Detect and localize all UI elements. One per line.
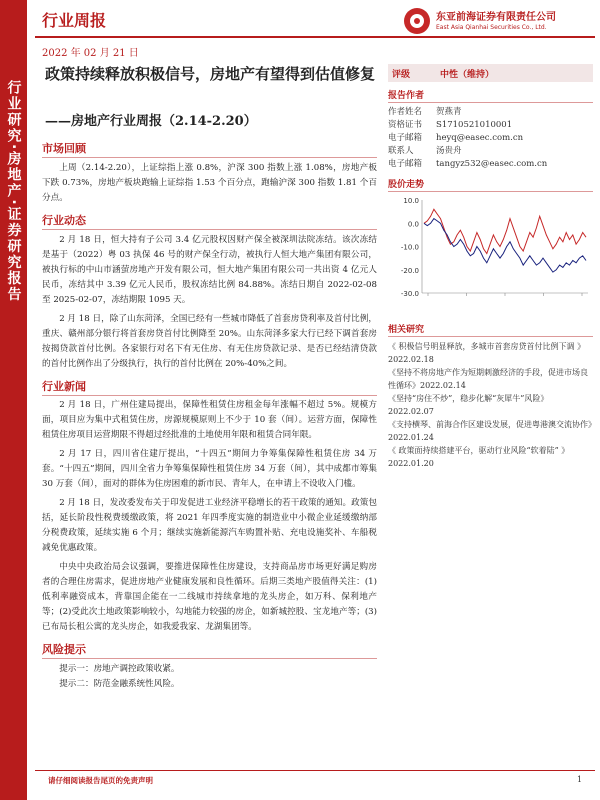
related-report-link[interactable]: 《 政策面持续搭建平台，驱动行业风险“软着陆” 》2022.01.20	[388, 446, 570, 468]
page-number: 1	[577, 775, 583, 784]
industry-news	[42, 398, 377, 692]
series-line-2	[424, 219, 586, 273]
author-info-row	[388, 106, 593, 119]
footer-divider	[35, 770, 595, 771]
section-divider	[42, 395, 377, 396]
author-info-value: 贺燕青	[436, 107, 462, 117]
y-tick-label: 0.0	[407, 220, 419, 229]
author-info-key: 电子邮箱	[388, 159, 423, 169]
section-divider	[42, 229, 377, 230]
author-info-row	[388, 158, 593, 171]
report-title: 政策持续释放积极信号，房地产有望得到估值修复	[45, 65, 376, 83]
author-info-key: 电子邮箱	[388, 133, 423, 143]
related-report-link[interactable]: 《坚持不将房地产作为短期刺激经济的手段，促进市场良性循环》2022.02.14	[388, 368, 588, 390]
related-report-link[interactable]: 《 积极信号明显释放，多城市首套房贷首付比例下调 》2022.02.18	[388, 342, 586, 364]
author-info-row	[388, 132, 593, 145]
y-tick-label: -10.0	[400, 243, 419, 252]
related-report-link[interactable]: 《支持横琴、前海合作区建设发展，促进粤港澳交流协作》2022.01.24	[388, 420, 592, 442]
main-body	[42, 140, 377, 372]
author-info-row	[388, 119, 593, 132]
author-info-value: 汤贵舟	[436, 146, 462, 156]
report-type-title: 行业周报	[42, 11, 107, 30]
company-paragraph-2: 2 月 18 日，除了山东菏泽，全国已经有一些城市降低了首套房贷利率及首付比例，重庆、赣州部分银行将首套房贷首付比例降至 20%。山东菏泽多家大行已经下调首套房按揭贷款首付比例。各家银行对名下有无住房、有无住房贷款记录、是否已经结清贷款的首付比例作出了分级执行，执行的首付比例在 20%-40%之间。	[42, 314, 377, 369]
header-divider	[35, 36, 595, 38]
sidebar-band	[0, 0, 27, 800]
view-paragraph: 中央中央政治局会议强调，要推进保障性住房建设，支持商品房市场更好满足购房者的合理住房需求，促进房地产业健康发展和良性循环。后期三类地产股值得关注：(1)低利率融资成本，背靠国企能在一二线城市持续拿地的龙头房企，如万科、保利地产等；(2)受此次土地政策影响较小，勾地能力较强的房企，如新城控股、宝龙地产等；(3)已布局长租公寓的龙头房企，如我爱我家、龙湖集团等。	[42, 562, 377, 632]
author-info-value: tangyz532@easec.com.cn	[436, 159, 548, 169]
right-panel	[388, 64, 593, 470]
related-heading: 相关研究	[388, 325, 425, 335]
section-heading-company: 行业动态	[42, 214, 86, 227]
disclaimer-notice: 请仔细阅读报告尾页的免责声明	[48, 776, 153, 785]
y-tick-label: -20.0	[400, 266, 419, 275]
section-heading-market: 市场回顾	[42, 142, 86, 155]
risk-item-2: 提示二：防范金融系统性风险。	[59, 679, 180, 689]
chart-heading: 股价走势	[388, 180, 425, 190]
series-line-1	[424, 209, 586, 253]
industry-paragraph-3: 2 月 18 日，发改委发布关于印发促进工业经济平稳增长的若干政策的通知。政策包括，延长阶段性税费缓缴政策，将 2021 年四季度实施的制造业中小微企业延缓缴纳部分税费政策，延续实施 6 个月；继续实施新能源汽车购置补贴、充电设施奖补、车船税减免优惠政策。	[42, 498, 377, 553]
report-date: 2022 年 02 月 21 日	[42, 48, 139, 59]
industry-paragraph-1: 2 月 18 日，广州住建局提出，保障性租赁住房租金每年涨幅不超过 5%。规模方面，项目应为集中式租赁住房，房源规模原则上不少于 10 套（间）。运营方面，保障性租赁住房项目运营期限不得超过经批准的土地使用年限和租赁合同年限。	[42, 400, 377, 440]
logo-name-en: East Asia Qianhai Securities Co., Ltd.	[436, 23, 547, 31]
stock-price-chart	[388, 195, 593, 310]
section-divider	[42, 658, 377, 659]
author-info-value: S1710521010001	[436, 120, 513, 130]
author-heading: 报告作者	[388, 91, 425, 101]
company-logo	[404, 8, 594, 34]
y-tick-label: 10.0	[403, 197, 419, 205]
section-heading-industry: 行业新闻	[42, 380, 86, 393]
author-info-row	[388, 145, 593, 158]
related-report-link[interactable]: 《坚持“房住不炒”，稳步化解“灰犀牛”风险》2022.02.07	[388, 394, 549, 416]
section-heading-risk: 风险提示	[42, 643, 86, 656]
related-list	[388, 340, 593, 470]
section-divider	[42, 157, 377, 158]
sidebar-category-text: 行业研究·房地产·证券研究报告	[5, 80, 22, 303]
author-list	[388, 106, 593, 171]
author-info-key: 作者姓名	[388, 107, 423, 117]
author-info-key: 资格证书	[388, 120, 423, 130]
rating-label: 评级	[392, 69, 411, 80]
logo-name-cn: 东亚前海证券有限责任公司	[436, 11, 556, 23]
report-subtitle: ——房地产行业周报（2.14-2.20）	[45, 114, 257, 129]
company-paragraph-1: 2 月 18 日，恒大持有子公司 3.4 亿元股权因财产保全被深圳法院冻结。该次冻结是基于（2022）粤 03 执保 46 号的财产保全行动，被执行人恒大地产集团有限公司，被执行标的中山市涵萤房地产开发有限公司，恒大地产集团有限公司一共出资 4 亿元人民币，冻结其中 3.39 亿元人民币，股权冻结比例 84.88%。冻结日期自 2022-02-08 至 2025-02-07，冻结期限 1095 天。	[42, 235, 377, 305]
author-info-value: heyq@easec.com.cn	[436, 133, 524, 143]
section-divider	[388, 102, 593, 103]
rating-row	[388, 64, 593, 82]
section-divider	[388, 191, 593, 192]
market-paragraph: 上周（2.14-2.20），上证综指上涨 0.8%，沪深 300 指数上涨 1.08%，房地产板下跌 0.73%，房地产板块跑输上证综指 1.53 个百分点，跑输沪深 300 指数 1.81 个百分点。	[42, 163, 377, 203]
author-info-key: 联系人	[388, 146, 414, 156]
industry-paragraph-2: 2 月 17 日，四川省住建厅提出，“十四五”期间力争筹集保障性租赁住房 34 万套。“十四五”期间，四川全省力争筹集保障性租赁住房 34 万套（间），其中成都市筹集 30 万套（间），面对的群体为住房困难的新市民、青年人，在申请上不设收入门槛。	[42, 449, 377, 489]
y-tick-label: -30.0	[400, 290, 419, 298]
risk-item-1: 提示一：房地产调控政策收紧。	[59, 664, 180, 674]
rating-value: 中性（维持）	[440, 69, 495, 80]
logo-icon	[404, 8, 430, 34]
section-divider	[388, 336, 593, 337]
